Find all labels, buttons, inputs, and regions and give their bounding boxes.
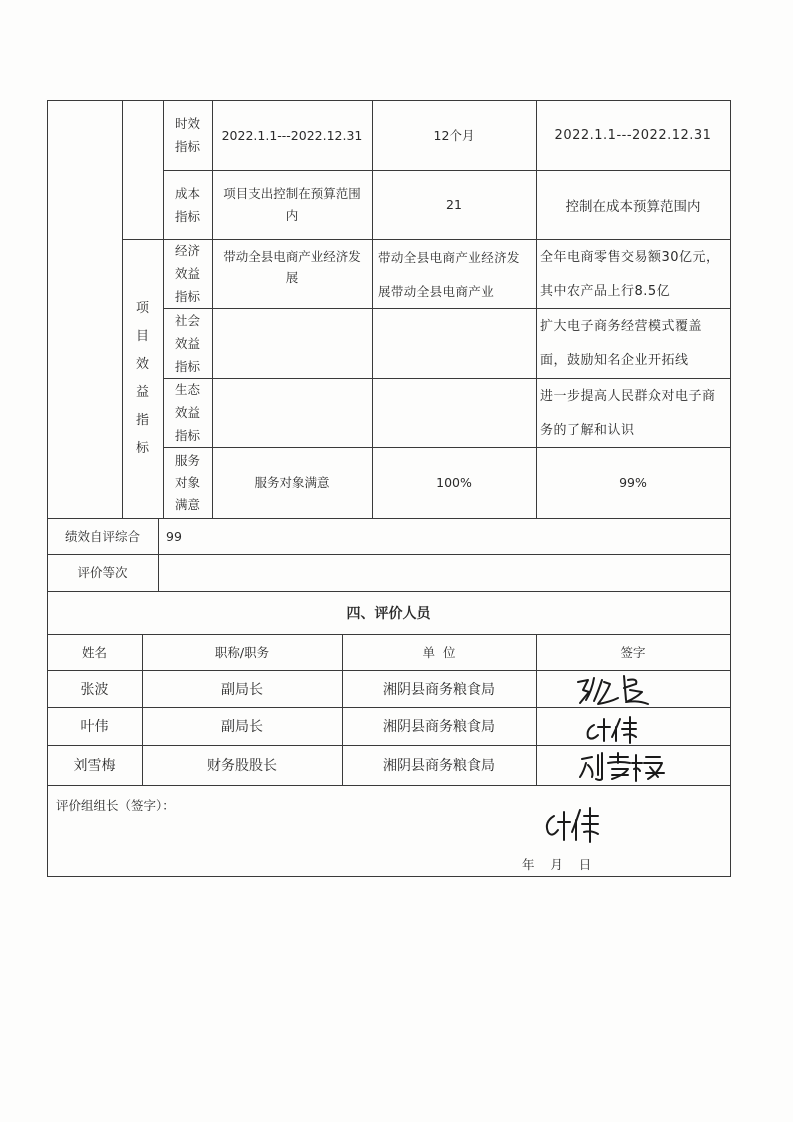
satisfaction-planned: 服务对象满意	[254, 475, 330, 490]
satisfaction-target: 100%	[436, 475, 472, 490]
evaluator-title: 副局长	[221, 681, 263, 698]
date-label: 年 月 日	[522, 857, 592, 872]
cost-target: 21	[446, 197, 462, 212]
self-eval-label: 绩效自评综合	[64, 528, 140, 544]
evaluator-unit: 湘阴县商务粮食局	[383, 681, 495, 698]
header-signature: 签字	[620, 644, 646, 660]
header-title: 职称/职务	[214, 644, 270, 660]
cost-actual: 控制在成本预算范围内	[565, 198, 701, 215]
economic-label: 经济效益指标	[174, 243, 200, 304]
social-label: 社会效益指标	[174, 312, 200, 374]
timeliness-actual: 2022.1.1---2022.12.31	[554, 127, 712, 143]
economic-planned: 带动全县电商产业经济发展	[223, 249, 361, 285]
satisfaction-actual: 99%	[619, 475, 647, 490]
economic-target: 带动全县电商产业经济发展带动全县电商产业	[378, 250, 520, 299]
social-planned	[212, 308, 372, 378]
evaluator-name: 刘雪梅	[73, 758, 116, 774]
timeliness-label: 时效指标	[174, 116, 200, 154]
signature-ye-wei	[536, 707, 730, 745]
social-actual: 扩大电子商务经营模式覆盖面，鼓励知名企业开拓线	[540, 319, 703, 368]
evaluator-title: 副局长	[221, 719, 263, 735]
leader-signature	[540, 800, 620, 845]
social-target	[372, 308, 536, 378]
benefit-category-label: 项目效益指标	[135, 300, 149, 456]
ecological-target	[372, 378, 536, 447]
ecological-planned	[212, 378, 372, 447]
ecological-actual: 进一步提高人民群众对电子商务的了解和认识	[540, 389, 716, 438]
evaluator-name: 张波	[80, 681, 109, 698]
signature-zhang-bo	[536, 670, 730, 707]
grade-value	[166, 554, 566, 591]
satisfaction-label: 服务对象满意	[174, 452, 200, 512]
cost-label: 成本指标	[174, 185, 200, 224]
evaluator-unit: 湘阴县商务粮食局	[383, 758, 495, 774]
header-name: 姓名	[81, 644, 107, 660]
evaluator-title: 财务股股长	[207, 758, 277, 774]
ecological-label: 生态效益指标	[174, 382, 200, 443]
evaluator-unit: 湘阴县商务粮食局	[383, 719, 495, 735]
header-unit: 单 位	[422, 644, 456, 660]
evaluator-name: 叶伟	[80, 719, 109, 735]
timeliness-target: 12个月	[433, 127, 475, 143]
leader-signature-label: 评价组组长（签字）：	[56, 798, 175, 813]
section-title: 四、评价人员	[346, 605, 431, 622]
timeliness-planned: 2022.1.1---2022.12.31	[221, 127, 363, 143]
cost-planned: 项目支出控制在预算范围内	[223, 185, 361, 223]
self-eval-value: 99	[166, 528, 182, 544]
economic-actual: 全年电商零售交易额30亿元，其中农产品上行8.5亿	[540, 250, 720, 299]
grade-label: 评价等次	[77, 565, 128, 580]
signature-liu-xue-mei	[536, 745, 730, 785]
